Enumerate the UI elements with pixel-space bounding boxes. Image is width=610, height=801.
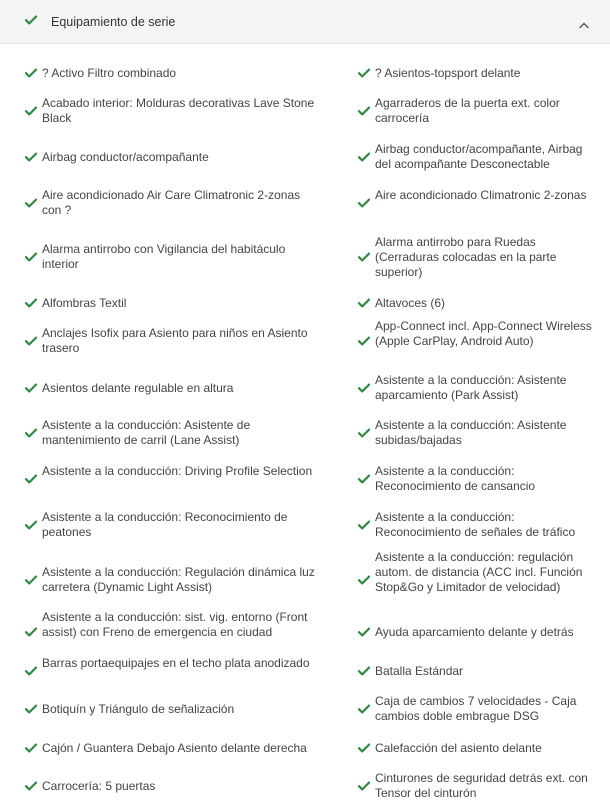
item-label: Caja de cambios 7 velocidades - Caja cambios doble embrague DSG — [375, 694, 577, 723]
item-label: Alarma antirrobo para Ruedas (Cerraduras colocadas en la parte superior) — [375, 234, 557, 279]
item-label: Batalla Estándar — [375, 663, 464, 678]
item-label: Asistente a la conducción: Asistente de mantenimiento de carril (Lane Assist) — [42, 418, 251, 447]
item-label: Asistente a la conducción: Reconocimiento de señales de tráfico — [375, 510, 576, 539]
item-label: Asistente a la conducción: regulación autom. de distancia (ACC incl. Función Stop&Go y Limitador de velocidad) — [375, 550, 583, 594]
check-icon — [25, 474, 37, 484]
check-icon — [25, 704, 37, 714]
check-icon — [358, 198, 370, 208]
item-label: Ayuda aparcamiento delante y detrás — [375, 624, 574, 639]
section-header[interactable] — [0, 0, 610, 44]
check-icon — [25, 152, 37, 162]
check-icon — [358, 520, 370, 530]
item-label: Airbag conductor/acompañante, Airbag del acompañante Desconectable — [375, 142, 583, 171]
item-label: Agarraderos de la puerta ext. color carrocería — [375, 96, 560, 125]
check-icon — [358, 336, 370, 346]
check-icon — [25, 627, 37, 637]
item-label: Alfombras Textil — [42, 295, 127, 310]
check-icon — [358, 152, 370, 162]
check-icon — [358, 743, 370, 753]
item-label: Cajón / Guantera Debajo Asiento delante derecha — [42, 740, 307, 755]
item-label: Asistente a la conducción: Asistente aparcamiento (Park Assist) — [375, 373, 567, 402]
item-label: App-Connect incl. App-Connect Wireless (Apple CarPlay, Android Auto) — [375, 318, 592, 348]
section-title: Equipamiento de serie — [51, 15, 176, 29]
check-icon — [25, 781, 37, 791]
check-icon — [358, 68, 370, 78]
item-label: Alarma antirrobo con Vigilancia del habitáculo interior — [42, 242, 286, 271]
check-icon — [25, 383, 37, 393]
item-label: Barras portaequipajes en el techo plata anodizado — [42, 656, 310, 670]
item-label: ? Asientos-topsport delante — [375, 65, 521, 80]
chevron-up-icon[interactable] — [578, 16, 590, 34]
check-icon — [358, 383, 370, 393]
check-icon — [25, 15, 37, 25]
item-label: Asistente a la conducción: sist. vig. entorno (Front assist) con Freno de emergencia en ciudad — [42, 609, 308, 639]
check-icon — [25, 336, 37, 346]
check-icon — [25, 575, 37, 585]
item-label: Asientos delante regulable en altura — [42, 380, 234, 395]
check-icon — [358, 428, 370, 438]
check-icon — [25, 428, 37, 438]
check-icon — [25, 106, 37, 116]
item-label: Anclajes Isofix para Asiento para niños en Asiento trasero — [42, 326, 308, 355]
check-icon — [25, 252, 37, 262]
check-icon — [358, 575, 370, 585]
check-icon — [358, 474, 370, 484]
check-icon — [358, 781, 370, 791]
item-label: ? Activo Filtro combinado — [42, 65, 177, 80]
check-icon — [25, 743, 37, 753]
item-label: Carrocería: 5 puertas — [42, 778, 156, 793]
item-label: Acabado interior: Molduras decorativas Lave Stone Black — [42, 96, 315, 125]
check-icon — [25, 198, 37, 208]
item-label: Asistente a la conducción: Asistente subidas/bajadas — [375, 418, 567, 447]
check-icon — [358, 298, 370, 308]
check-icon — [25, 68, 37, 78]
check-icon — [25, 520, 37, 530]
check-icon — [358, 627, 370, 637]
item-label: Airbag conductor/acompañante — [42, 149, 209, 164]
item-label: Asistente a la conducción: Regulación dinámica luz carretera (Dynamic Light Assist) — [42, 565, 315, 594]
item-label: Aire acondicionado Air Care Climatronic 2-zonas con ? — [42, 188, 301, 217]
check-icon — [25, 666, 37, 676]
item-label: Asistente a la conducción: Reconocimiento de cansancio — [375, 464, 536, 493]
item-label: Botiquín y Triángulo de señalización — [42, 701, 235, 716]
item-label: Asistente a la conducción: Driving Profile Selection — [42, 464, 313, 478]
item-label: Cinturones de seguridad detrás ext. con Tensor del cinturón — [375, 771, 588, 800]
check-icon — [358, 106, 370, 116]
item-label: Altavoces (6) — [375, 295, 446, 310]
check-icon — [358, 252, 370, 262]
check-icon — [358, 704, 370, 714]
item-label: Calefacción del asiento delante — [375, 740, 542, 755]
check-icon — [358, 666, 370, 676]
item-label: Asistente a la conducción: Reconocimiento de peatones — [42, 510, 288, 539]
item-label: Aire acondicionado Climatronic 2-zonas — [375, 188, 587, 202]
check-icon — [25, 298, 37, 308]
